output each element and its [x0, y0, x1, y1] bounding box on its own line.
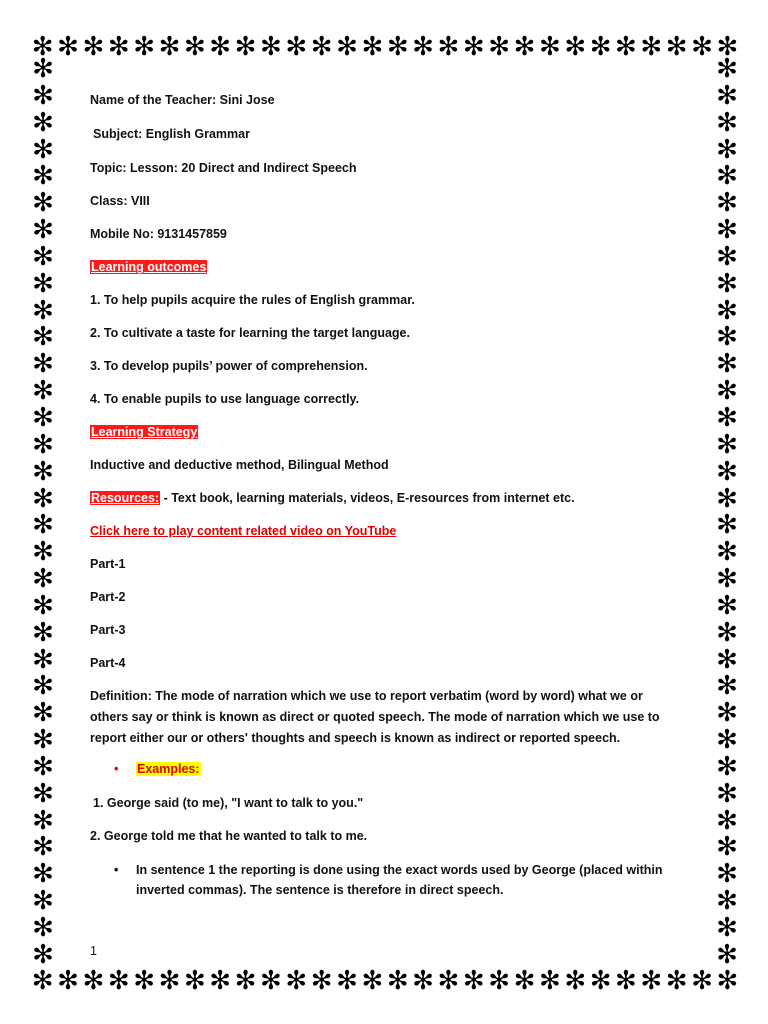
class: Class: VIII — [90, 194, 150, 208]
border-star-icon: ✻ — [716, 644, 738, 675]
border-star-icon: ✻ — [538, 32, 561, 62]
border-star-icon: ✻ — [716, 671, 738, 702]
border-star-icon: ✻ — [32, 429, 54, 460]
border-star-icon: ✻ — [564, 32, 587, 62]
border-star-icon: ✻ — [32, 215, 54, 246]
border-star-icon: ✻ — [691, 32, 713, 62]
resources-label: Resources: — [91, 491, 160, 505]
border-star-icon: ✻ — [32, 725, 54, 756]
mobile-number: Mobile No: 9131457859 — [90, 227, 227, 241]
border-star-icon: ✻ — [437, 966, 460, 996]
border-star-icon: ✻ — [32, 510, 54, 541]
border-star-icon: ✻ — [716, 617, 738, 648]
border-star-icon: ✻ — [32, 54, 54, 84]
border-star-icon: ✻ — [716, 886, 738, 917]
border-star-icon: ✻ — [488, 966, 511, 996]
example-sentence-1: 1. George said (to me), "I want to talk to you." — [93, 796, 364, 810]
bullet-dot-icon: • — [114, 762, 119, 776]
border-star-icon: ✻ — [716, 107, 738, 138]
border-star-icon: ✻ — [260, 966, 282, 996]
border-star-icon: ✻ — [386, 32, 409, 62]
resources-text: - Text book, learning materials, videos, E-resources from internet etc. — [160, 491, 575, 505]
border-star-icon: ✻ — [285, 32, 308, 62]
learning-outcomes-heading — [90, 259, 207, 276]
border-star-icon: ✻ — [513, 966, 536, 996]
border-star-icon: ✻ — [32, 241, 54, 272]
border-star-icon: ✻ — [716, 537, 738, 568]
learning-strategy-text: Inductive and deductive method, Bilingual Method — [90, 458, 389, 472]
border-top — [30, 34, 740, 60]
teacher-name: Name of the Teacher: Sini Jose — [90, 93, 275, 107]
bullet-dot-icon: • — [114, 863, 119, 877]
examples-bullet — [114, 761, 201, 778]
border-star-icon: ✻ — [32, 80, 54, 111]
border-star-icon: ✻ — [260, 32, 282, 62]
border-star-icon: ✻ — [716, 80, 738, 111]
border-star-icon: ✻ — [716, 751, 738, 782]
border-star-icon: ✻ — [538, 966, 561, 996]
border-star-icon: ✻ — [665, 32, 688, 62]
note-text: In sentence 1 the reporting is done using the exact words used by George (placed within inverted commas). The sentence is therefore in direct speech. — [136, 863, 663, 897]
part-3: Part-3 — [90, 623, 126, 637]
border-star-icon: ✻ — [386, 966, 409, 996]
border-star-icon: ✻ — [716, 134, 738, 165]
border-star-icon: ✻ — [716, 349, 738, 380]
outcome-item: 4. To enable pupils to use language correctly. — [90, 392, 360, 406]
border-star-icon: ✻ — [716, 698, 738, 729]
border-star-icon: ✻ — [183, 966, 206, 996]
border-star-icon: ✻ — [133, 966, 156, 996]
border-star-icon: ✻ — [716, 778, 738, 809]
examples-heading: Examples: — [137, 762, 200, 776]
border-star-icon: ✻ — [462, 966, 485, 996]
learning-strategy-label: Learning Strategy — [91, 425, 198, 439]
border-star-icon: ✻ — [32, 456, 54, 487]
border-star-icon: ✻ — [716, 832, 738, 863]
border-star-icon: ✻ — [412, 966, 434, 996]
border-star-icon: ✻ — [716, 161, 738, 192]
border-star-icon: ✻ — [285, 966, 308, 996]
border-star-icon: ✻ — [640, 32, 663, 62]
border-star-icon: ✻ — [564, 966, 587, 996]
border-star-icon: ✻ — [32, 188, 54, 219]
border-star-icon: ✻ — [691, 966, 713, 996]
youtube-video-link[interactable] — [90, 523, 396, 540]
border-star-icon: ✻ — [716, 295, 738, 326]
border-star-icon: ✻ — [716, 32, 739, 62]
border-star-icon: ✻ — [133, 32, 156, 62]
border-star-icon: ✻ — [488, 32, 511, 62]
border-star-icon: ✻ — [361, 32, 384, 62]
border-star-icon: ✻ — [716, 859, 738, 890]
border-star-icon: ✻ — [716, 913, 738, 943]
border-star-icon: ✻ — [716, 215, 738, 246]
learning-strategy-heading — [90, 424, 198, 441]
learning-outcomes-label: Learning outcomes — [91, 260, 207, 274]
border-star-icon: ✻ — [716, 241, 738, 272]
border-star-icon: ✻ — [716, 939, 738, 970]
border-star-icon: ✻ — [158, 966, 181, 996]
border-star-icon: ✻ — [32, 698, 54, 729]
border-left — [30, 56, 56, 968]
border-bottom — [30, 968, 740, 994]
border-star-icon: ✻ — [31, 966, 54, 996]
border-star-icon: ✻ — [107, 966, 130, 996]
border-star-icon: ✻ — [412, 32, 434, 62]
resources-line — [90, 490, 575, 507]
subject: Subject: English Grammar — [93, 127, 250, 141]
border-star-icon: ✻ — [310, 32, 333, 62]
border-star-icon: ✻ — [665, 966, 688, 996]
border-star-icon: ✻ — [107, 32, 130, 62]
border-star-icon: ✻ — [640, 966, 663, 996]
border-star-icon: ✻ — [32, 107, 54, 138]
border-star-icon: ✻ — [716, 322, 738, 353]
border-star-icon: ✻ — [32, 322, 54, 353]
outcome-item: 3. To develop pupils’ power of comprehension. — [90, 359, 368, 373]
border-star-icon: ✻ — [234, 32, 257, 62]
border-star-icon: ✻ — [32, 483, 54, 514]
border-star-icon: ✻ — [716, 268, 738, 299]
border-star-icon: ✻ — [462, 32, 485, 62]
part-4: Part-4 — [90, 656, 126, 670]
border-star-icon: ✻ — [32, 644, 54, 675]
border-star-icon: ✻ — [32, 805, 54, 836]
part-2: Part-2 — [90, 590, 126, 604]
border-star-icon: ✻ — [361, 966, 384, 996]
border-star-icon: ✻ — [716, 510, 738, 541]
border-star-icon: ✻ — [32, 295, 54, 326]
border-star-icon: ✻ — [716, 564, 738, 595]
border-star-icon: ✻ — [716, 429, 738, 460]
page-number: 1 — [90, 944, 97, 958]
border-right — [714, 56, 740, 968]
border-star-icon: ✻ — [716, 725, 738, 756]
example-sentence-2: 2. George told me that he wanted to talk to me. — [90, 829, 368, 843]
border-star-icon: ✻ — [437, 32, 460, 62]
border-star-icon: ✻ — [32, 939, 54, 970]
border-star-icon: ✻ — [32, 349, 54, 380]
note-bullet — [114, 860, 680, 900]
border-star-icon: ✻ — [716, 54, 738, 84]
border-star-icon: ✻ — [82, 966, 105, 996]
border-star-icon: ✻ — [158, 32, 181, 62]
border-star-icon: ✻ — [32, 617, 54, 648]
border-star-icon: ✻ — [716, 402, 738, 433]
border-star-icon: ✻ — [336, 32, 358, 62]
youtube-link-text[interactable]: Click here to play content related video on YouTube — [90, 524, 397, 538]
border-star-icon: ✻ — [32, 751, 54, 782]
border-star-icon: ✻ — [32, 402, 54, 433]
border-star-icon: ✻ — [716, 188, 738, 219]
border-star-icon: ✻ — [615, 32, 637, 62]
border-star-icon: ✻ — [32, 537, 54, 568]
border-star-icon: ✻ — [32, 832, 54, 863]
border-star-icon: ✻ — [716, 483, 738, 514]
border-star-icon: ✻ — [513, 32, 536, 62]
border-star-icon: ✻ — [234, 966, 257, 996]
border-star-icon: ✻ — [32, 859, 54, 890]
border-star-icon: ✻ — [32, 161, 54, 192]
outcome-item: 1. To help pupils acquire the rules of English grammar. — [90, 293, 415, 307]
border-star-icon: ✻ — [32, 778, 54, 809]
border-star-icon: ✻ — [32, 376, 54, 407]
border-star-icon: ✻ — [32, 671, 54, 702]
border-star-icon: ✻ — [716, 456, 738, 487]
border-star-icon: ✻ — [57, 966, 79, 996]
border-star-icon: ✻ — [31, 32, 54, 62]
part-1: Part-1 — [90, 557, 126, 571]
border-star-icon: ✻ — [32, 564, 54, 595]
border-star-icon: ✻ — [32, 886, 54, 917]
border-star-icon: ✻ — [32, 268, 54, 299]
border-star-icon: ✻ — [716, 590, 738, 621]
border-star-icon: ✻ — [82, 32, 105, 62]
border-star-icon: ✻ — [589, 966, 612, 996]
border-star-icon: ✻ — [32, 590, 54, 621]
border-star-icon: ✻ — [716, 805, 738, 836]
border-star-icon: ✻ — [336, 966, 358, 996]
border-star-icon: ✻ — [32, 134, 54, 165]
border-star-icon: ✻ — [183, 32, 206, 62]
border-star-icon: ✻ — [209, 966, 232, 996]
border-star-icon: ✻ — [32, 913, 54, 943]
topic: Topic: Lesson: 20 Direct and Indirect Speech — [90, 161, 357, 175]
border-star-icon: ✻ — [209, 32, 232, 62]
border-star-icon: ✻ — [57, 32, 79, 62]
border-star-icon: ✻ — [310, 966, 333, 996]
border-star-icon: ✻ — [716, 966, 739, 996]
border-star-icon: ✻ — [589, 32, 612, 62]
border-star-icon: ✻ — [716, 376, 738, 407]
outcome-item: 2. To cultivate a taste for learning the target language. — [90, 326, 410, 340]
definition-paragraph: Definition: The mode of narration which we use to report verbatim (word by word) what we or others say or think is known as direct or quoted speech. The mode of narration which we use to report either our or others' thoughts and speech is known as indirect or reported speech. — [90, 689, 660, 745]
border-star-icon: ✻ — [615, 966, 637, 996]
